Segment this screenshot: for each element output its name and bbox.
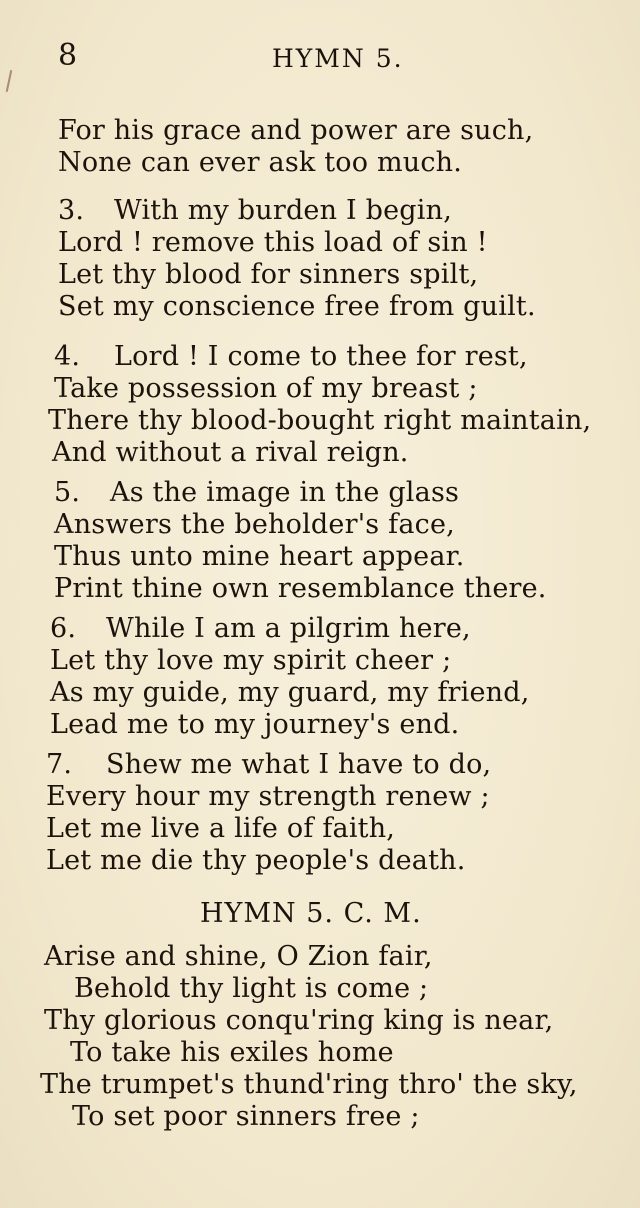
verse-line: Let thy blood for sinners spilt, xyxy=(58,259,479,290)
verse-7-first-line xyxy=(46,750,491,780)
verse-line: And without a rival reign. xyxy=(52,437,409,468)
verse-line: Every hour my strength renew ; xyxy=(46,781,490,812)
verse-line: Let me live a life of faith, xyxy=(46,813,396,844)
running-head: HYMN 5. xyxy=(272,44,404,73)
verse-line: Lord ! I come to thee for rest, xyxy=(114,341,528,372)
verse-line: To set poor sinners free ; xyxy=(72,1101,420,1132)
verse-number: 3. xyxy=(58,195,85,226)
verse-6-first-line xyxy=(50,614,471,644)
verse-line: As my guide, my guard, my friend, xyxy=(50,677,530,708)
verse-line: To take his exiles home xyxy=(70,1037,394,1068)
verse-4-first-line xyxy=(54,342,528,372)
hymn-heading: HYMN 5. C. M. xyxy=(200,898,422,929)
verse-number: 4. xyxy=(54,341,81,372)
verse-line: Print thine own resemblance there. xyxy=(54,573,547,604)
margin-mark xyxy=(6,70,13,92)
verse-line: Let me die thy people's death. xyxy=(46,845,466,876)
verse-line: Let thy love my spirit cheer ; xyxy=(50,645,452,676)
verse-number: 7. xyxy=(46,749,73,780)
verse-line: Thus unto mine heart appear. xyxy=(54,541,465,572)
verse-line: With my burden I begin, xyxy=(114,195,452,226)
verse-line: Take possession of my breast ; xyxy=(54,373,478,404)
verse-line: Answers the beholder's face, xyxy=(54,509,455,540)
verse-line: Behold thy light is come ; xyxy=(74,973,429,1004)
verse-line: Lead me to my journey's end. xyxy=(50,709,460,740)
verse-line: As the image in the glass xyxy=(110,477,460,508)
verse-3-first-line xyxy=(58,196,452,226)
verse-line: Thy glorious conqu'ring king is near, xyxy=(44,1005,554,1036)
verse-line: None can ever ask too much. xyxy=(58,147,463,178)
verse-5-first-line xyxy=(54,478,459,508)
verse-line: For his grace and power are such, xyxy=(58,115,534,146)
verse-line: Shew me what I have to do, xyxy=(106,749,492,780)
verse-line: The trumpet's thund'ring thro' the sky, xyxy=(40,1069,578,1100)
verse-line: Set my conscience free from guilt. xyxy=(58,291,536,322)
verse-number: 5. xyxy=(54,477,81,508)
verse-line: Lord ! remove this load of sin ! xyxy=(58,227,488,258)
verse-line: There thy blood-bought right maintain, xyxy=(48,405,592,436)
verse-number: 6. xyxy=(50,613,77,644)
page-number: 8 xyxy=(58,38,79,73)
verse-line: Arise and shine, O Zion fair, xyxy=(44,941,433,972)
verse-line: While I am a pilgrim here, xyxy=(106,613,471,644)
